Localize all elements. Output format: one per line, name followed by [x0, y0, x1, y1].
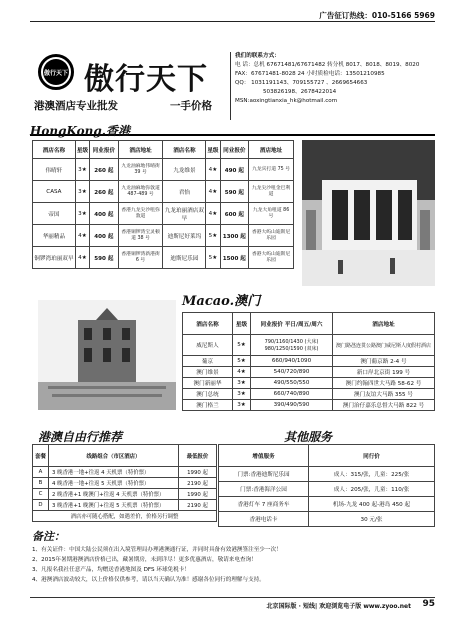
brand-subtitle-price: 一手价格	[170, 100, 212, 112]
service-price: 成人：315/张，儿童：225/张	[309, 467, 435, 482]
note-item: 4、港澳酒店波动较大，以上价格仅供参考，请以当天确认为准！感谢各位同行的理解与支持。	[32, 577, 265, 583]
hotel-price: 260 起	[90, 181, 119, 203]
service-name: 门票:香港海洋公园	[219, 482, 309, 497]
services-table	[218, 444, 435, 527]
table-row	[33, 478, 217, 489]
hotel-address: 澳门友谊大马路 355 号	[333, 389, 435, 400]
table-row	[33, 500, 217, 511]
hotel-star: 5★	[233, 335, 251, 356]
contact-msn: MSN:aoxingtianxia_hk@hotmail.com	[235, 98, 338, 104]
hk-col-name: 酒店名称	[33, 141, 76, 159]
brand-logo	[38, 54, 74, 90]
contact-qq2: 503826198、2678422014	[263, 89, 337, 95]
table-row	[33, 467, 217, 478]
notes-title: 备注：	[32, 530, 65, 543]
contact-info	[230, 52, 435, 120]
macau-col-name: 酒店名称	[183, 313, 233, 335]
hotel-name: 澳门新丽华	[183, 378, 233, 389]
macau-title: Macao.澳门	[182, 294, 261, 309]
service-name: 香港灯车 7 座商务车	[219, 497, 309, 512]
package-code: A	[33, 467, 49, 478]
table-row	[219, 467, 435, 482]
hotel-address: 九龙油麻地伟晴街 39 号	[118, 159, 163, 181]
hotel-name: 帝国	[33, 203, 76, 225]
table-row	[219, 512, 435, 527]
table-row	[183, 367, 435, 378]
ruins-illustration	[38, 300, 176, 410]
hotel-price: 400 起	[90, 203, 119, 225]
note-item: 2、2015年暑期港澳酒店价格已出，藏暑期房，未到详尽！更多优惠酒店，敬请来电查询！	[32, 557, 257, 563]
package-price: 1990 起	[179, 467, 217, 478]
footer-text: 北京国际版 · 短线| 欢迎浏览电子版 www.zyoo.net	[266, 603, 411, 610]
service-name: 香港电话卡	[219, 512, 309, 527]
tour-section-header	[38, 428, 122, 445]
service-price: 成人：205/张，儿童：110/张	[309, 482, 435, 497]
tour-package-table	[32, 444, 217, 522]
table-row	[33, 225, 294, 247]
hotel-price: 590 起	[220, 181, 249, 203]
table-row	[183, 335, 435, 356]
package-route: 3 晚香港+1 晚澳门+往返 5 天机票（特价票）	[49, 500, 179, 511]
hotel-star: 3★	[233, 389, 251, 400]
hotel-price: 600 起	[220, 203, 249, 225]
package-code: D	[33, 500, 49, 511]
hotel-price: 790/1160/1430 (大床) 980/1250/1590 (双床)	[251, 335, 333, 356]
package-route: 2 晚香港+1 晚澳门+往返 4 天机票（特价票）	[49, 489, 179, 500]
package-code: C	[33, 489, 49, 500]
service-price: 30 元/张	[309, 512, 435, 527]
hotel-price: 660/740/890	[251, 389, 333, 400]
hotel-star: 4★	[75, 225, 89, 247]
macau-col-price: 同业报价 平日/周五/周六	[251, 313, 333, 335]
package-route: 4 晚香港一地+往返 5 天机票（特价票）	[49, 478, 179, 489]
hotel-price: 540/720/890	[251, 367, 333, 378]
package-price: 2190 起	[179, 478, 217, 489]
macau-table-header	[183, 313, 435, 335]
hotel-name: 君怡	[163, 181, 206, 203]
hotel-name: 迪斯尼乐园	[163, 247, 206, 269]
services-title: 其他服务	[284, 430, 333, 444]
hotel-name: 澳门维景	[183, 367, 233, 378]
table-row	[33, 489, 217, 500]
hk-hotel-table	[32, 140, 294, 269]
macau-col-star: 星级	[233, 313, 251, 335]
hotel-price: 590 起	[90, 247, 119, 269]
hotel-address: 澳门葡京路 2-4 号	[333, 356, 435, 367]
hotel-price: 490 起	[220, 159, 249, 181]
macau-ruins-photo	[38, 300, 176, 410]
hotel-star: 3★	[75, 159, 89, 181]
hk-col-addr: 酒店地址	[118, 141, 163, 159]
services-section-header	[284, 428, 332, 445]
svc-col-price: 同行价	[309, 445, 435, 467]
note-item: 3、凡报名我社任意产品，均赠送香港地图及 DFS 环球免税卡！	[32, 567, 190, 573]
table-row	[183, 378, 435, 389]
services-table-header	[219, 445, 435, 467]
hotel-star: 3★	[75, 181, 89, 203]
contact-qq: QQ： 1031191143、709155727 、2669654663	[235, 80, 368, 86]
hk-table-header	[33, 141, 294, 159]
top-bar	[30, 10, 435, 22]
svc-col-service: 增值服务	[219, 445, 309, 467]
macau-hotel-table	[182, 312, 435, 411]
hotel-address: 九龙尖沙咀金巴利道	[249, 181, 294, 203]
hotel-star: 4★	[206, 181, 220, 203]
note-item: 1、有关证件：中国大陆公民须在出入境管理局办理港澳通行证，并同时具备有效港澳签注至少一次！	[32, 547, 282, 553]
hk-section-header	[30, 122, 435, 136]
brand-subtitle: 港澳酒店专业批发	[34, 100, 118, 112]
hk-title: HongKong.香港	[30, 124, 130, 138]
hk-col-star-2: 星级	[206, 141, 220, 159]
hotel-address: 九龙油麻地弥敦道 487-489 号	[118, 181, 163, 203]
package-route: 3 晚香港一地+往返 4 天机票（特价票）	[49, 467, 179, 478]
hotel-address: 新口岸北京街 199 号	[333, 367, 435, 378]
page-footer	[30, 597, 435, 609]
hotel-star: 5★	[206, 247, 220, 269]
hotel-star: 3★	[75, 203, 89, 225]
hotel-address: 香港铜锣湾宝灵顿道 38 号	[118, 225, 163, 247]
hotel-price: 260 起	[90, 159, 119, 181]
hotel-address: 香港大屿山迪斯尼乐园	[249, 247, 294, 269]
hk-col-addr-2: 酒店地址	[249, 141, 294, 159]
hk-col-price-2: 同业报价	[220, 141, 249, 159]
hotel-address: 九龙大角咀道 86 号	[249, 203, 294, 225]
table-row	[183, 389, 435, 400]
hotel-address: 澳门约翰四世大马路 58-62 号	[333, 378, 435, 389]
hk-col-star: 星级	[75, 141, 89, 159]
hotel-star: 5★	[206, 225, 220, 247]
hotel-address: 澳门路氹连贯公路澳门威尼斯人度假村酒店	[333, 335, 435, 356]
table-row	[219, 482, 435, 497]
contact-label: 我们的联系方式：	[235, 53, 280, 59]
brand-logo-text: 傲行天下	[43, 59, 69, 85]
macau-section-header	[182, 290, 260, 309]
hotel-name: 九龙珀丽酒店双早	[163, 203, 206, 225]
hk-col-name-2: 酒店名称	[163, 141, 206, 159]
hotel-price: 660/940/1090	[251, 356, 333, 367]
hotel-price: 1300 起	[220, 225, 249, 247]
table-row	[33, 203, 294, 225]
hotel-star: 3★	[233, 378, 251, 389]
tour-col-route: 线路组合（市区酒店）	[49, 445, 179, 467]
package-price: 2190 起	[179, 500, 217, 511]
hotel-price: 390/490/590	[251, 400, 333, 411]
macau-col-addr: 酒店地址	[333, 313, 435, 335]
table-row	[33, 247, 294, 269]
mall-illustration	[302, 140, 435, 286]
hotel-star: 3★	[233, 400, 251, 411]
service-name: 门票:香港迪斯尼乐园	[219, 467, 309, 482]
hk-col-price: 同业报价	[90, 141, 119, 159]
tour-col-package: 套餐	[33, 445, 49, 467]
hotel-address: 澳门治仔嘉乐总督大马路 822 号	[333, 400, 435, 411]
table-row	[33, 511, 217, 522]
hk-mall-photo	[302, 140, 435, 286]
hotel-name: 迪斯尼好莱坞	[163, 225, 206, 247]
table-row	[183, 400, 435, 411]
hotel-price: 1500 起	[220, 247, 249, 269]
tour-title: 港澳自由行推荐	[38, 430, 123, 444]
hotel-star: 4★	[206, 203, 220, 225]
brand-title: 傲行天下	[84, 62, 208, 97]
hotel-price: 400 起	[90, 225, 119, 247]
table-row	[219, 497, 435, 512]
table-row	[183, 356, 435, 367]
hotel-name: 澳门总统	[183, 389, 233, 400]
brand-block	[30, 48, 222, 120]
hotel-name: 伟晴轩	[33, 159, 76, 181]
contact-phone: 电 话：总机 67671481/67671482 转分机 8017、8018、8019、8020	[235, 62, 420, 68]
notes-block	[32, 532, 437, 585]
tour-table-header	[33, 445, 217, 467]
hotel-address: 香港大屿山迪斯尼乐园	[249, 225, 294, 247]
hotel-star: 4★	[233, 367, 251, 378]
package-code: B	[33, 478, 49, 489]
table-row	[33, 159, 294, 181]
contact-fax: FAX：67671481-8028 24 小时质检电话：13501210985	[235, 71, 385, 77]
hotel-name: CASA	[33, 181, 76, 203]
hotel-star: 4★	[206, 159, 220, 181]
tour-footnote: 酒店亦可随心搭配，如遇差价，价格另行调整	[33, 511, 217, 522]
hotel-name: 华丽精品	[33, 225, 76, 247]
hotel-star: 5★	[233, 356, 251, 367]
table-row	[33, 181, 294, 203]
hotel-name: 威尼斯人	[183, 335, 233, 356]
hotel-name: 葡京	[183, 356, 233, 367]
hotel-address: 香港九龙尖沙咀弥敦道	[118, 203, 163, 225]
brand-header	[30, 48, 435, 120]
ad-hotline: 广告征订热线：010-5166 5969	[319, 11, 435, 20]
hotel-address: 香港铜锣湾新港街 6 号	[118, 247, 163, 269]
hotel-name: 九龙维景	[163, 159, 206, 181]
hotel-name: 铜锣湾珀丽双早	[33, 247, 76, 269]
hotel-star: 4★	[75, 247, 89, 269]
hotel-address: 九龙宾打道 75 号	[249, 159, 294, 181]
page-number: 95	[422, 599, 435, 609]
hotel-name: 澳门格兰	[183, 400, 233, 411]
hotel-price: 490/550/550	[251, 378, 333, 389]
package-price: 1990 起	[179, 489, 217, 500]
tour-col-price: 最低报价	[179, 445, 217, 467]
service-price: 机场-九龙 400 起-港岛 450 起	[309, 497, 435, 512]
